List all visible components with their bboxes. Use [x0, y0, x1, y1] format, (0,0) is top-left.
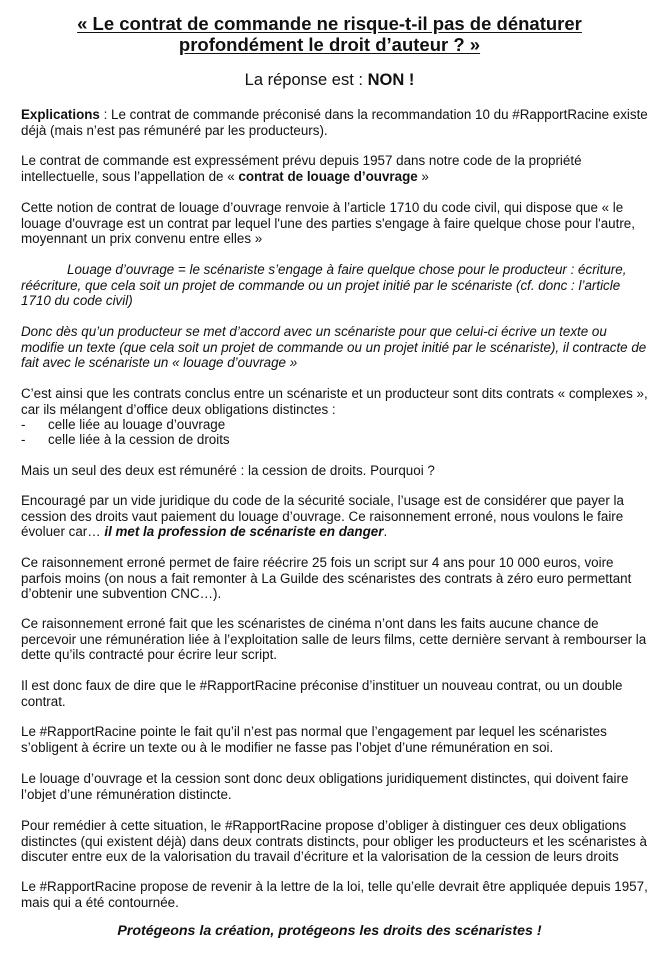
bullet-text: celle liée à la cession de droits [48, 432, 230, 447]
paragraph-faux [21, 678, 651, 709]
bullet-dash: - [21, 417, 26, 432]
paragraph-distinctes [21, 771, 651, 802]
paragraph-lettre-loi [21, 879, 651, 910]
paragraph-article-1710 [21, 200, 651, 247]
explications-label: Explications [21, 107, 100, 122]
complexes-text: C’est ainsi que les contrats conclus entre un scénariste et un producteur sont dits contrats « complexes », car ils mélangent d’office deux obligations distinctes : [21, 386, 648, 417]
article-1710-text: Cette notion de contrat de louage d’ouvrage renvoie à l’article 1710 du code civil, qui dispose que « le louage d'ouvrage est un contrat par lequel l'une des parties s'engage à faire quelque chose pour l'autre, moyennant un prix convenu entre elles » [21, 200, 635, 247]
cinema-text: Ce raisonnement erroné fait que les scénaristes de cinéma n’ont dans les faits aucune chance de percevoir une rémunération liée à l’exploitation salle de leurs films, cette dernière servant à rembourser la dette qu’ils contracté pour écrire leur script. [21, 616, 647, 663]
bullet-dash: - [21, 432, 26, 447]
contrat-1957-text: Le contrat de commande est expressément prévu depuis 1957 dans notre code de la propriété intellectuelle, sous l’appellation de « [21, 153, 582, 184]
contrat-louage-bold: contrat de louage d’ouvrage [238, 168, 418, 184]
answer-no: NON ! [367, 71, 415, 89]
faux-text: Il est donc faux de dire que le #RapportRacine préconise d’instituer un nouveau contrat, ou un double contrat. [21, 678, 623, 709]
definition-text: Louage d’ouvrage = le scénariste s’engage à faire quelque chose pour le producteur : écriture, réécriture, que cela soit un projet de commande ou un projet initié par le scénariste (cf. donc : l’article 1710 du code civil) [21, 262, 627, 309]
paragraph-remedier [21, 818, 651, 865]
encourage-text: Encouragé par un vide juridique du code de la sécurité sociale, l’usage est de considérer que payer la cession des droits vaut paiement du louage d’ouvrage. Ce raisonnement erroné, nous voulons le faire évoluer car… [21, 493, 624, 540]
paragraph-encourage [21, 493, 651, 540]
paragraph-contrat-1957 [21, 153, 651, 184]
danger-bold-italic: il met la profession de scénariste en danger [104, 524, 384, 540]
paragraph-pointe [21, 724, 651, 755]
explications-text: : Le contrat de commande préconisé dans la recommandation 10 du #RapportRacine existe déjà (mais n’est pas rémunéré par les producteurs). [21, 107, 648, 138]
paragraph-reecrire [21, 555, 651, 602]
seul-remunere-text: Mais un seul des deux est rémunéré : la cession de droits. Pourquoi ? [21, 463, 435, 478]
donc-text: Donc dès qu’un producteur se met d’accord avec un scénariste pour que celui-ci écrive un texte ou modifie un texte (que cela soit un projet de commande ou un projet initié par le scénariste), il contracte de fait avec le scénariste un « louage d’ouvrage » [21, 324, 647, 371]
reecrire-text: Ce raisonnement erroné permet de faire réécrire 25 fois un script sur 4 ans pour 10 000 euros, voire parfois moins (on nous a fait remonter à La Guilde des scénaristes des contrats à zéro euro permettant d’obtenir une subvention CNC…). [21, 555, 632, 602]
distinctes-text: Le louage d’ouvrage et la cession sont donc deux obligations juridiquement distinctes, qui doivent faire l’objet d’une rémunération distincte. [21, 771, 629, 802]
paragraph-seul-remunere [21, 463, 651, 479]
paragraph-definition [21, 262, 651, 309]
title-line-1: « Le contrat de commande ne risque-t-il pas de dénaturer [77, 13, 582, 34]
bullet-text: celle liée au louage d’ouvrage [48, 417, 226, 432]
answer-line [0, 70, 659, 90]
paragraph-contrats-complexes [21, 386, 651, 417]
paragraph-cinema [21, 616, 651, 663]
title-line-2: profondément le droit d’auteur ? » [178, 34, 481, 55]
pointe-text: Le #RapportRacine pointe le fait qu’il n’est pas normal que l’engagement par lequel les scénaristes s’obligent à écrire un texte ou à le modifier ne fasse pas l’objet d’une rémunération en soi. [21, 724, 607, 755]
paragraph-explications [21, 107, 651, 138]
contrat-1957-after: » [417, 168, 429, 184]
remedier-text: Pour remédier à cette situation, le #RapportRacine propose d’obliger à distinguer ces deux obligations distinctes (qui existent déjà) dans deux contrats distincts, pour obliger les producteurs et les scénaristes à discuter entre eux de la valorisation du travail d’écriture et la valorisation de la cession de leurs droits [21, 818, 647, 865]
answer-prefix: La réponse est : [244, 71, 368, 89]
encourage-after: . [383, 524, 388, 540]
lettre-loi-text: Le #RapportRacine propose de revenir à la lettre de la loi, telle qu’elle devrait être appliquée depuis 1957, mais qui a été contournée. [21, 879, 648, 910]
paragraph-donc [21, 324, 651, 371]
page-title [0, 13, 659, 55]
closing-slogan: Protégeons la création, protégeons les droits des scénaristes ! [117, 923, 542, 939]
